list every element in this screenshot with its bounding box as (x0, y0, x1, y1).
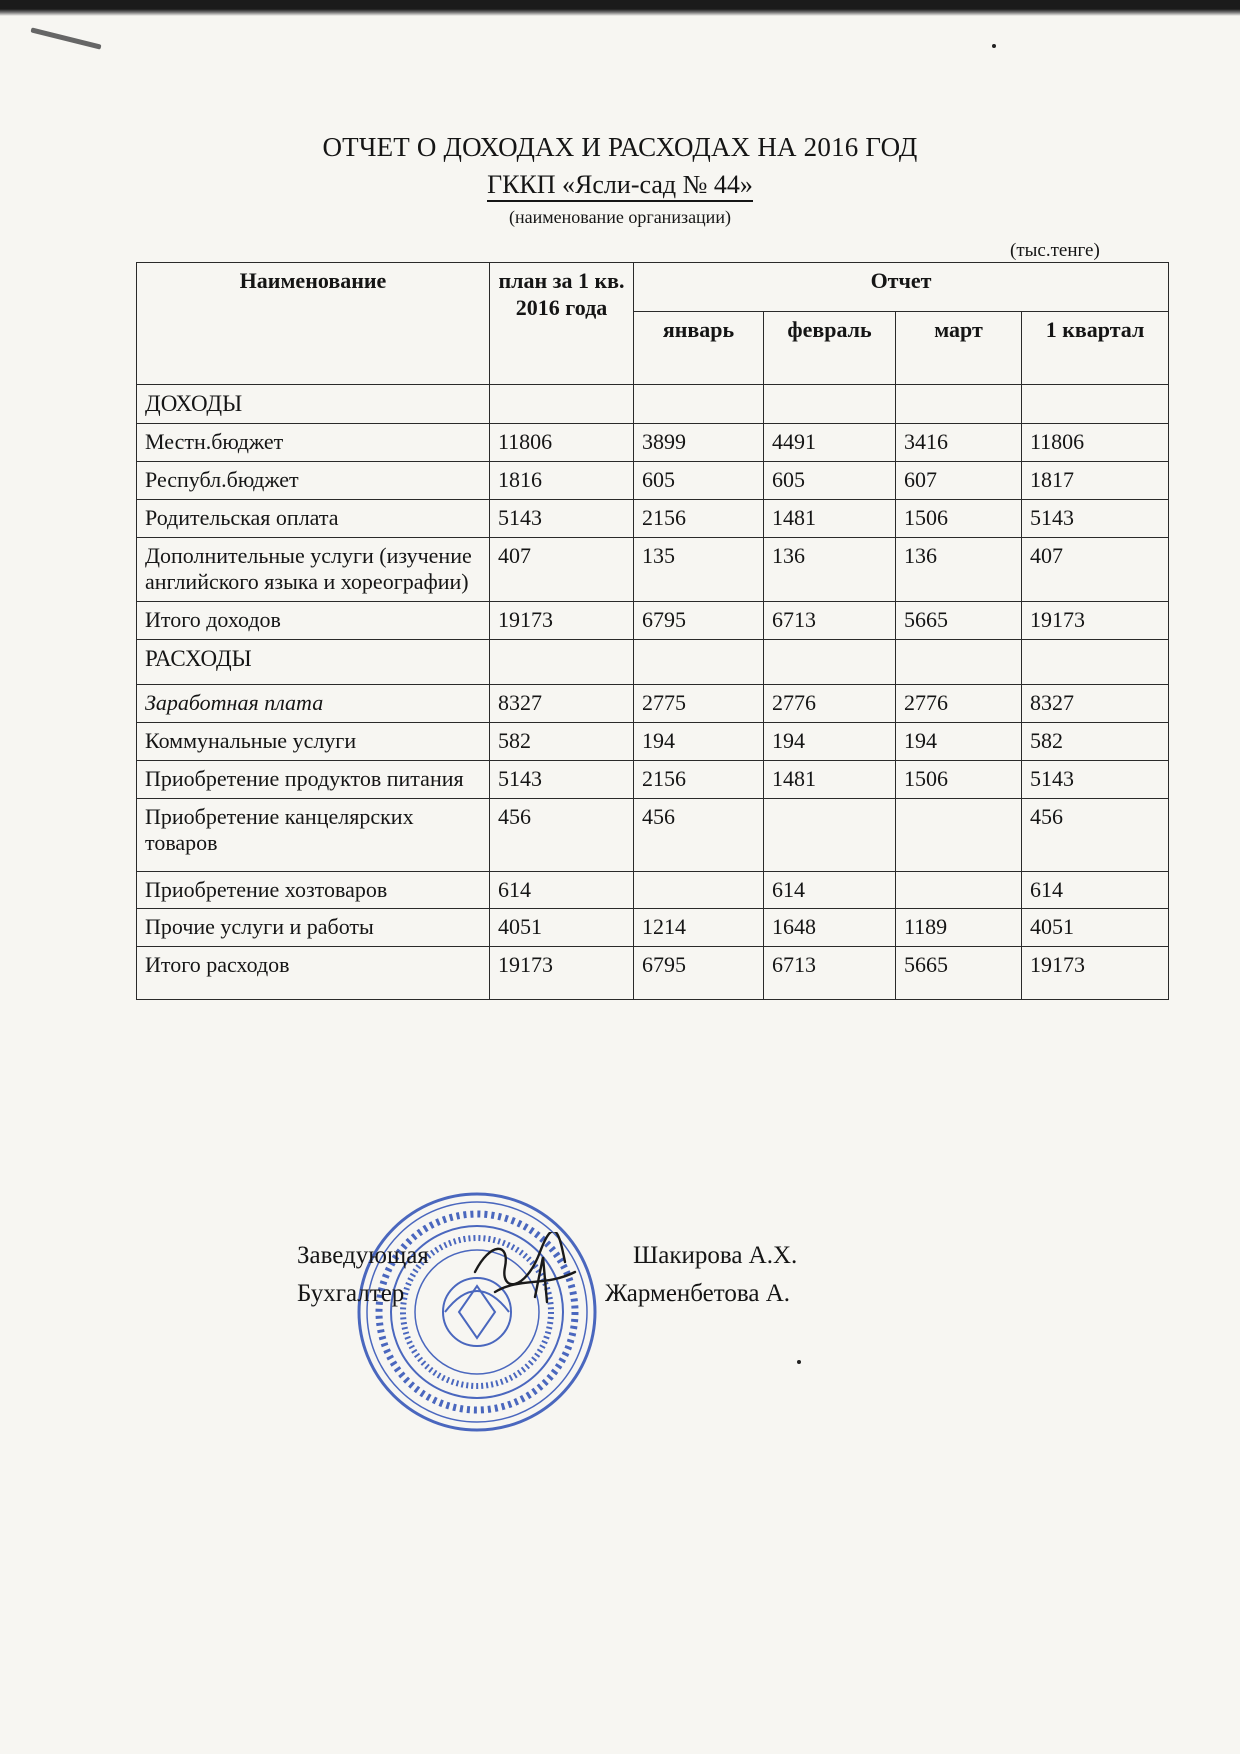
cell-plan: 8327 (490, 685, 634, 723)
cell-plan: 614 (490, 871, 634, 909)
cell-q1: 1817 (1022, 461, 1169, 499)
cell-plan: 11806 (490, 424, 634, 462)
cell-plan: 456 (490, 798, 634, 871)
table-row (137, 909, 1169, 947)
col-header-report: Отчет (634, 263, 1169, 312)
cell-jan: 605 (634, 461, 764, 499)
row-name: Заработная плата (137, 685, 490, 723)
row-name: Республ.бюджет (137, 461, 490, 499)
cell-q1: 407 (1022, 537, 1169, 602)
expense-total-row (137, 947, 1169, 1000)
table-row (137, 760, 1169, 798)
cell-mar: 2776 (896, 685, 1022, 723)
head-role: Заведующая (297, 1242, 429, 1269)
cell-plan: 4051 (490, 909, 634, 947)
cell-mar: 194 (896, 722, 1022, 760)
row-name: Итого доходов (137, 602, 490, 640)
cell-plan: 5143 (490, 760, 634, 798)
head-name: Шакирова А.Х. (633, 1242, 798, 1269)
scan-edge (0, 0, 1240, 16)
cell-jan: 2156 (634, 760, 764, 798)
col-header-mar: март (896, 312, 1022, 385)
cell-feb: 2776 (764, 685, 896, 723)
table-row (137, 685, 1169, 723)
report-title: ОТЧЕТ О ДОХОДАХ И РАСХОДАХ НА 2016 ГОД (322, 132, 918, 162)
cell-plan: 407 (490, 537, 634, 602)
cell-jan: 6795 (634, 602, 764, 640)
cell-jan: 2156 (634, 499, 764, 537)
cell-mar: 1506 (896, 499, 1022, 537)
cell-feb: 605 (764, 461, 896, 499)
row-name: Приобретение продуктов питания (137, 760, 490, 798)
cell-jan: 456 (634, 798, 764, 871)
expense-heading: РАСХОДЫ (137, 640, 490, 685)
col-header-plan: план за 1 кв. 2016 года (490, 263, 634, 385)
cell-feb: 4491 (764, 424, 896, 462)
table-row (137, 722, 1169, 760)
table-row (137, 424, 1169, 462)
cell-mar: 136 (896, 537, 1022, 602)
cell-q1: 582 (1022, 722, 1169, 760)
col-header-feb: февраль (764, 312, 896, 385)
cell-q1: 5143 (1022, 760, 1169, 798)
cell-mar (896, 871, 1022, 909)
table-row (137, 499, 1169, 537)
cell-plan: 5143 (490, 499, 634, 537)
accountant-name: Жарменбетова А. (605, 1280, 790, 1307)
cell-feb: 136 (764, 537, 896, 602)
cell-mar: 607 (896, 461, 1022, 499)
signature-icon (465, 1232, 585, 1327)
table-row (137, 461, 1169, 499)
cell-feb: 614 (764, 871, 896, 909)
scan-speck (797, 1360, 801, 1364)
cell-jan: 135 (634, 537, 764, 602)
cell-feb: 1481 (764, 760, 896, 798)
row-name: Прочие услуги и работы (137, 909, 490, 947)
cell-plan: 19173 (490, 602, 634, 640)
cell-feb: 1481 (764, 499, 896, 537)
cell-jan (634, 871, 764, 909)
cell-mar: 1506 (896, 760, 1022, 798)
table-header-row (137, 263, 1169, 312)
income-expense-table (136, 262, 1169, 1000)
row-name: Приобретение канцелярских товаров (137, 798, 490, 871)
cell-q1: 19173 (1022, 947, 1169, 1000)
income-heading: ДОХОДЫ (137, 385, 490, 424)
cell-jan: 194 (634, 722, 764, 760)
cell-q1: 8327 (1022, 685, 1169, 723)
cell-mar: 1189 (896, 909, 1022, 947)
scan-speck (992, 44, 996, 48)
col-header-q1: 1 квартал (1022, 312, 1169, 385)
cell-q1: 456 (1022, 798, 1169, 871)
row-name: Итого расходов (137, 947, 490, 1000)
row-name: Местн.бюджет (137, 424, 490, 462)
col-header-jan: январь (634, 312, 764, 385)
cell-feb: 6713 (764, 947, 896, 1000)
cell-q1: 4051 (1022, 909, 1169, 947)
cell-q1: 5143 (1022, 499, 1169, 537)
cell-jan: 3899 (634, 424, 764, 462)
row-name: Приобретение хозтоваров (137, 871, 490, 909)
cell-feb (764, 798, 896, 871)
cell-feb: 194 (764, 722, 896, 760)
cell-mar: 5665 (896, 602, 1022, 640)
units-label: (тыс.тенге) (1010, 240, 1100, 261)
cell-mar: 3416 (896, 424, 1022, 462)
table-row (137, 871, 1169, 909)
cell-plan: 1816 (490, 461, 634, 499)
section-row (137, 640, 1169, 685)
row-name: Дополнительные услуги (изучение английского языка и хореографии) (137, 537, 490, 602)
cell-jan: 2775 (634, 685, 764, 723)
table-row (137, 537, 1169, 602)
cell-plan: 19173 (490, 947, 634, 1000)
organization-name: ГККП «Ясли-сад № 44» (0, 170, 1240, 200)
table-row (137, 798, 1169, 871)
row-name: Коммунальные услуги (137, 722, 490, 760)
row-name: Родительская оплата (137, 499, 490, 537)
cell-jan: 6795 (634, 947, 764, 1000)
cell-q1: 11806 (1022, 424, 1169, 462)
cell-jan: 1214 (634, 909, 764, 947)
cell-q1: 19173 (1022, 602, 1169, 640)
col-header-name: Наименование (137, 263, 490, 385)
cell-feb: 6713 (764, 602, 896, 640)
cell-mar: 5665 (896, 947, 1022, 1000)
income-total-row (137, 602, 1169, 640)
scan-mark (30, 27, 101, 49)
organization-caption: (наименование организации) (509, 207, 731, 227)
cell-feb: 1648 (764, 909, 896, 947)
cell-plan: 582 (490, 722, 634, 760)
section-row (137, 385, 1169, 424)
cell-mar (896, 798, 1022, 871)
accountant-role: Бухгалтер (297, 1280, 405, 1307)
cell-q1: 614 (1022, 871, 1169, 909)
